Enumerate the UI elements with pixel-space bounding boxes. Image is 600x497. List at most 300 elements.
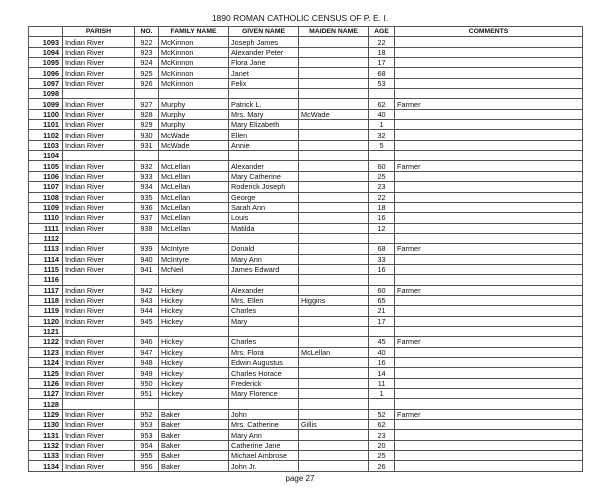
- age-cell: [369, 89, 395, 99]
- parish-cell: Indian River: [63, 264, 135, 274]
- family-name-cell: McWade: [159, 130, 229, 140]
- age-cell: 16: [369, 358, 395, 368]
- parish-cell: Indian River: [63, 58, 135, 68]
- age-cell: 26: [369, 461, 395, 471]
- comments-cell: Farmer: [395, 244, 583, 254]
- given-name-cell: Matilda: [229, 223, 299, 233]
- family-name-cell: Hickey: [159, 347, 229, 357]
- age-cell: 21: [369, 306, 395, 316]
- number-cell: 939: [135, 244, 159, 254]
- parish-cell: Indian River: [63, 140, 135, 150]
- page-footer: page 27: [285, 474, 315, 483]
- maiden-name-cell: [299, 358, 369, 368]
- table-row: [29, 389, 583, 399]
- row-index: 1109: [29, 202, 63, 212]
- parish-cell: Indian River: [63, 192, 135, 202]
- table-body: [29, 37, 583, 471]
- row-index-header: [29, 27, 63, 37]
- age-cell: 40: [369, 347, 395, 357]
- given-name-cell: Mary Elizabeth: [229, 120, 299, 130]
- parish-cell: Indian River: [63, 295, 135, 305]
- page-title: 1890 ROMAN CATHOLIC CENSUS OF P. E. I.: [211, 13, 389, 23]
- row-index: 1131: [29, 430, 63, 440]
- maiden-name-cell: Gillis: [299, 420, 369, 430]
- parish-cell: Indian River: [63, 223, 135, 233]
- number-cell: 942: [135, 285, 159, 295]
- family-name-cell: [159, 233, 229, 243]
- parish-cell: Indian River: [63, 430, 135, 440]
- table-row: [29, 378, 583, 388]
- age-cell: [369, 326, 395, 336]
- number-cell: [135, 275, 159, 285]
- comments-cell: [395, 399, 583, 409]
- table-row: [29, 161, 583, 171]
- row-index: 1133: [29, 451, 63, 461]
- family-name-cell: Baker: [159, 409, 229, 419]
- table-row: [29, 192, 583, 202]
- maiden-name-cell: [299, 140, 369, 150]
- comments-cell: [395, 68, 583, 78]
- number-cell: 923: [135, 47, 159, 57]
- comments-cell: [395, 192, 583, 202]
- parish-cell: Indian River: [63, 254, 135, 264]
- parish-cell: Indian River: [63, 68, 135, 78]
- number-cell: 950: [135, 378, 159, 388]
- number-cell: 940: [135, 254, 159, 264]
- number-cell: 943: [135, 295, 159, 305]
- maiden-name-cell: [299, 409, 369, 419]
- comments-cell: [395, 264, 583, 274]
- given-name-cell: John: [229, 409, 299, 419]
- table-row: [29, 399, 583, 409]
- parish-header: PARISH: [63, 27, 135, 37]
- age-cell: 32: [369, 130, 395, 140]
- family-name-cell: Hickey: [159, 389, 229, 399]
- family-name-cell: Murphy: [159, 120, 229, 130]
- number-cell: 947: [135, 347, 159, 357]
- row-index: 1127: [29, 389, 63, 399]
- comments-cell: [395, 378, 583, 388]
- parish-cell: Indian River: [63, 171, 135, 181]
- comments-cell: [395, 389, 583, 399]
- comments-cell: [395, 120, 583, 130]
- comments-cell: [395, 223, 583, 233]
- given-name-cell: Alexander Peter: [229, 47, 299, 57]
- given-name-cell: [229, 233, 299, 243]
- age-cell: 14: [369, 368, 395, 378]
- family-name-cell: Baker: [159, 451, 229, 461]
- family-name-cell: McKinnon: [159, 58, 229, 68]
- comments-cell: Farmer: [395, 409, 583, 419]
- family-name-cell: McLellan: [159, 213, 229, 223]
- given-name-cell: Annie: [229, 140, 299, 150]
- maiden-name-header: MAIDEN NAME: [299, 27, 369, 37]
- row-index: 1097: [29, 78, 63, 88]
- row-index: 1111: [29, 223, 63, 233]
- maiden-name-cell: [299, 285, 369, 295]
- row-index: 1102: [29, 130, 63, 140]
- comments-cell: [395, 316, 583, 326]
- table-row: [29, 99, 583, 109]
- given-name-cell: Michael Ambrose: [229, 451, 299, 461]
- parish-cell: Indian River: [63, 47, 135, 57]
- maiden-name-cell: [299, 161, 369, 171]
- age-cell: 5: [369, 140, 395, 150]
- comments-cell: [395, 109, 583, 119]
- maiden-name-cell: [299, 233, 369, 243]
- parish-cell: [63, 326, 135, 336]
- table-row: [29, 254, 583, 264]
- comments-cell: [395, 420, 583, 430]
- table-row: [29, 182, 583, 192]
- row-index: 1095: [29, 58, 63, 68]
- number-cell: 925: [135, 68, 159, 78]
- age-cell: 53: [369, 78, 395, 88]
- table-row: [29, 213, 583, 223]
- age-cell: [369, 233, 395, 243]
- given-name-cell: Mrs. Flora: [229, 347, 299, 357]
- family-name-cell: Hickey: [159, 378, 229, 388]
- number-cell: 948: [135, 358, 159, 368]
- age-cell: 33: [369, 254, 395, 264]
- row-index: 1123: [29, 347, 63, 357]
- comments-cell: [395, 368, 583, 378]
- age-cell: 18: [369, 47, 395, 57]
- given-name-cell: [229, 151, 299, 161]
- given-name-cell: Mary Florence: [229, 389, 299, 399]
- row-index: 1098: [29, 89, 63, 99]
- comments-cell: [395, 358, 583, 368]
- parish-cell: [63, 151, 135, 161]
- given-name-cell: Mary: [229, 316, 299, 326]
- table-row: [29, 68, 583, 78]
- parish-cell: Indian River: [63, 451, 135, 461]
- maiden-name-cell: [299, 440, 369, 450]
- table-row: [29, 430, 583, 440]
- table-row: [29, 368, 583, 378]
- row-index: 1113: [29, 244, 63, 254]
- number-cell: 945: [135, 316, 159, 326]
- table-row: [29, 295, 583, 305]
- row-index: 1115: [29, 264, 63, 274]
- row-index: 1110: [29, 213, 63, 223]
- parish-cell: Indian River: [63, 109, 135, 119]
- row-index: 1117: [29, 285, 63, 295]
- row-index: 1119: [29, 306, 63, 316]
- maiden-name-cell: [299, 130, 369, 140]
- family-name-cell: McWade: [159, 140, 229, 150]
- parish-cell: Indian River: [63, 306, 135, 316]
- parish-cell: Indian River: [63, 130, 135, 140]
- comments-cell: [395, 295, 583, 305]
- parish-cell: Indian River: [63, 440, 135, 450]
- table-row: [29, 120, 583, 130]
- row-index: 1112: [29, 233, 63, 243]
- age-cell: 52: [369, 409, 395, 419]
- family-name-cell: [159, 326, 229, 336]
- comments-cell: [395, 275, 583, 285]
- given-name-cell: [229, 326, 299, 336]
- comments-cell: [395, 202, 583, 212]
- comments-cell: [395, 461, 583, 471]
- age-cell: 18: [369, 202, 395, 212]
- age-cell: 68: [369, 244, 395, 254]
- family-name-cell: McLellan: [159, 171, 229, 181]
- row-index: 1094: [29, 47, 63, 57]
- family-name-cell: Baker: [159, 461, 229, 471]
- table-row: [29, 409, 583, 419]
- comments-cell: [395, 430, 583, 440]
- parish-cell: Indian River: [63, 316, 135, 326]
- table-row: [29, 151, 583, 161]
- given-name-cell: Edwin Augustus: [229, 358, 299, 368]
- maiden-name-cell: [299, 171, 369, 181]
- number-cell: 941: [135, 264, 159, 274]
- parish-cell: [63, 399, 135, 409]
- family-name-cell: Baker: [159, 420, 229, 430]
- comments-cell: [395, 182, 583, 192]
- table-row: [29, 171, 583, 181]
- parish-cell: Indian River: [63, 78, 135, 88]
- table-row: [29, 440, 583, 450]
- maiden-name-cell: [299, 192, 369, 202]
- comments-cell: [395, 140, 583, 150]
- row-index: 1130: [29, 420, 63, 430]
- family-name-cell: Hickey: [159, 285, 229, 295]
- family-name-cell: McLellan: [159, 192, 229, 202]
- maiden-name-cell: [299, 368, 369, 378]
- maiden-name-cell: [299, 430, 369, 440]
- family-name-cell: Baker: [159, 440, 229, 450]
- family-name-cell: Hickey: [159, 337, 229, 347]
- table-row: [29, 109, 583, 119]
- age-cell: 1: [369, 389, 395, 399]
- maiden-name-cell: [299, 326, 369, 336]
- parish-cell: Indian River: [63, 37, 135, 47]
- parish-cell: Indian River: [63, 99, 135, 109]
- comments-cell: [395, 78, 583, 88]
- row-index: 1121: [29, 326, 63, 336]
- number-cell: 930: [135, 130, 159, 140]
- comments-cell: [395, 306, 583, 316]
- row-index: 1106: [29, 171, 63, 181]
- age-cell: 25: [369, 171, 395, 181]
- age-cell: 23: [369, 182, 395, 192]
- parish-cell: Indian River: [63, 389, 135, 399]
- family-name-cell: [159, 399, 229, 409]
- parish-cell: Indian River: [63, 378, 135, 388]
- maiden-name-cell: McWade: [299, 109, 369, 119]
- comments-cell: [395, 47, 583, 57]
- age-cell: 62: [369, 99, 395, 109]
- table-row: [29, 358, 583, 368]
- parish-cell: [63, 233, 135, 243]
- table-row: [29, 451, 583, 461]
- age-cell: 16: [369, 213, 395, 223]
- parish-cell: Indian River: [63, 285, 135, 295]
- parish-cell: [63, 89, 135, 99]
- row-index: 1093: [29, 37, 63, 47]
- row-index: 1125: [29, 368, 63, 378]
- age-cell: 60: [369, 285, 395, 295]
- number-cell: 938: [135, 223, 159, 233]
- age-cell: 65: [369, 295, 395, 305]
- row-index: 1114: [29, 254, 63, 264]
- parish-cell: [63, 275, 135, 285]
- age-cell: [369, 151, 395, 161]
- table-row: [29, 78, 583, 88]
- family-name-cell: McKinnon: [159, 68, 229, 78]
- parish-cell: Indian River: [63, 213, 135, 223]
- table-row: [29, 140, 583, 150]
- age-cell: 45: [369, 337, 395, 347]
- maiden-name-cell: [299, 306, 369, 316]
- row-index: 1103: [29, 140, 63, 150]
- comments-cell: [395, 440, 583, 450]
- given-name-cell: Charles Horace: [229, 368, 299, 378]
- no-header: NO.: [135, 27, 159, 37]
- row-index: 1134: [29, 461, 63, 471]
- given-name-cell: Charles: [229, 337, 299, 347]
- parish-cell: Indian River: [63, 337, 135, 347]
- age-cell: 12: [369, 223, 395, 233]
- number-cell: 937: [135, 213, 159, 223]
- age-cell: 25: [369, 451, 395, 461]
- family-name-cell: McLellan: [159, 223, 229, 233]
- parish-cell: Indian River: [63, 347, 135, 357]
- maiden-name-cell: [299, 58, 369, 68]
- comments-cell: [395, 151, 583, 161]
- number-cell: 953: [135, 430, 159, 440]
- given-name-cell: James Edward: [229, 264, 299, 274]
- given-name-cell: Catherine Jane: [229, 440, 299, 450]
- given-name-cell: Mrs. Ellen: [229, 295, 299, 305]
- given-name-cell: Mrs. Catherine: [229, 420, 299, 430]
- number-cell: [135, 151, 159, 161]
- comments-cell: Farmer: [395, 161, 583, 171]
- given-name-cell: Louis: [229, 213, 299, 223]
- comments-cell: [395, 130, 583, 140]
- given-name-cell: Felix: [229, 78, 299, 88]
- row-index: 1124: [29, 358, 63, 368]
- age-cell: 22: [369, 37, 395, 47]
- maiden-name-cell: [299, 68, 369, 78]
- comments-cell: Farmer: [395, 337, 583, 347]
- maiden-name-cell: [299, 37, 369, 47]
- family-name-cell: [159, 275, 229, 285]
- age-cell: 17: [369, 316, 395, 326]
- comments-cell: [395, 451, 583, 461]
- maiden-name-cell: [299, 182, 369, 192]
- family-name-cell: McIntyre: [159, 254, 229, 264]
- table-row: [29, 233, 583, 243]
- family-name-cell: Murphy: [159, 109, 229, 119]
- maiden-name-cell: [299, 254, 369, 264]
- table-row: [29, 461, 583, 471]
- age-cell: 40: [369, 109, 395, 119]
- family-name-cell: Hickey: [159, 358, 229, 368]
- given-name-cell: Mary Catherine: [229, 171, 299, 181]
- table-row: [29, 47, 583, 57]
- maiden-name-cell: [299, 264, 369, 274]
- number-cell: [135, 89, 159, 99]
- parish-cell: Indian River: [63, 182, 135, 192]
- maiden-name-cell: [299, 244, 369, 254]
- row-index: 1129: [29, 409, 63, 419]
- given-name-cell: George: [229, 192, 299, 202]
- comments-cell: [395, 213, 583, 223]
- census-table: [28, 26, 583, 472]
- family-name-cell: McKinnon: [159, 78, 229, 88]
- age-cell: 11: [369, 378, 395, 388]
- parish-cell: Indian River: [63, 409, 135, 419]
- given-name-cell: Joseph James: [229, 37, 299, 47]
- given-name-cell: Janet: [229, 68, 299, 78]
- number-cell: 924: [135, 58, 159, 68]
- family-name-cell: McKinnon: [159, 37, 229, 47]
- number-cell: 944: [135, 306, 159, 316]
- table-row: [29, 58, 583, 68]
- comments-cell: [395, 58, 583, 68]
- parish-cell: Indian River: [63, 420, 135, 430]
- maiden-name-cell: Higgins: [299, 295, 369, 305]
- family-name-cell: McLellan: [159, 161, 229, 171]
- age-cell: 23: [369, 430, 395, 440]
- table-row: [29, 202, 583, 212]
- maiden-name-cell: [299, 223, 369, 233]
- family-name-cell: McKinnon: [159, 47, 229, 57]
- maiden-name-cell: [299, 120, 369, 130]
- comments-cell: [395, 347, 583, 357]
- row-index: 1108: [29, 192, 63, 202]
- family-name-cell: McLellan: [159, 202, 229, 212]
- maiden-name-cell: [299, 399, 369, 409]
- given-name-cell: Ellen: [229, 130, 299, 140]
- given-name-cell: [229, 399, 299, 409]
- given-name-cell: Alexander: [229, 285, 299, 295]
- maiden-name-cell: [299, 461, 369, 471]
- maiden-name-cell: [299, 451, 369, 461]
- comments-cell: Farmer: [395, 99, 583, 109]
- comments-header: COMMENTS: [395, 27, 583, 37]
- number-cell: 922: [135, 37, 159, 47]
- age-cell: 16: [369, 264, 395, 274]
- age-cell: 22: [369, 192, 395, 202]
- given-name-cell: Mary Ann: [229, 254, 299, 264]
- given-name-header: GIVEN NAME: [229, 27, 299, 37]
- number-cell: 928: [135, 109, 159, 119]
- maiden-name-cell: [299, 337, 369, 347]
- number-cell: 951: [135, 389, 159, 399]
- family-name-cell: Murphy: [159, 99, 229, 109]
- age-cell: 17: [369, 58, 395, 68]
- header-row: [29, 27, 583, 37]
- age-cell: 68: [369, 68, 395, 78]
- number-cell: [135, 233, 159, 243]
- row-index: 1099: [29, 99, 63, 109]
- row-index: 1120: [29, 316, 63, 326]
- number-cell: 927: [135, 99, 159, 109]
- family-name-header: FAMILY NAME: [159, 27, 229, 37]
- given-name-cell: Donald: [229, 244, 299, 254]
- age-cell: 20: [369, 440, 395, 450]
- number-cell: 952: [135, 409, 159, 419]
- maiden-name-cell: McLellan: [299, 347, 369, 357]
- number-cell: 929: [135, 120, 159, 130]
- table-row: [29, 337, 583, 347]
- table-row: [29, 285, 583, 295]
- table-row: [29, 316, 583, 326]
